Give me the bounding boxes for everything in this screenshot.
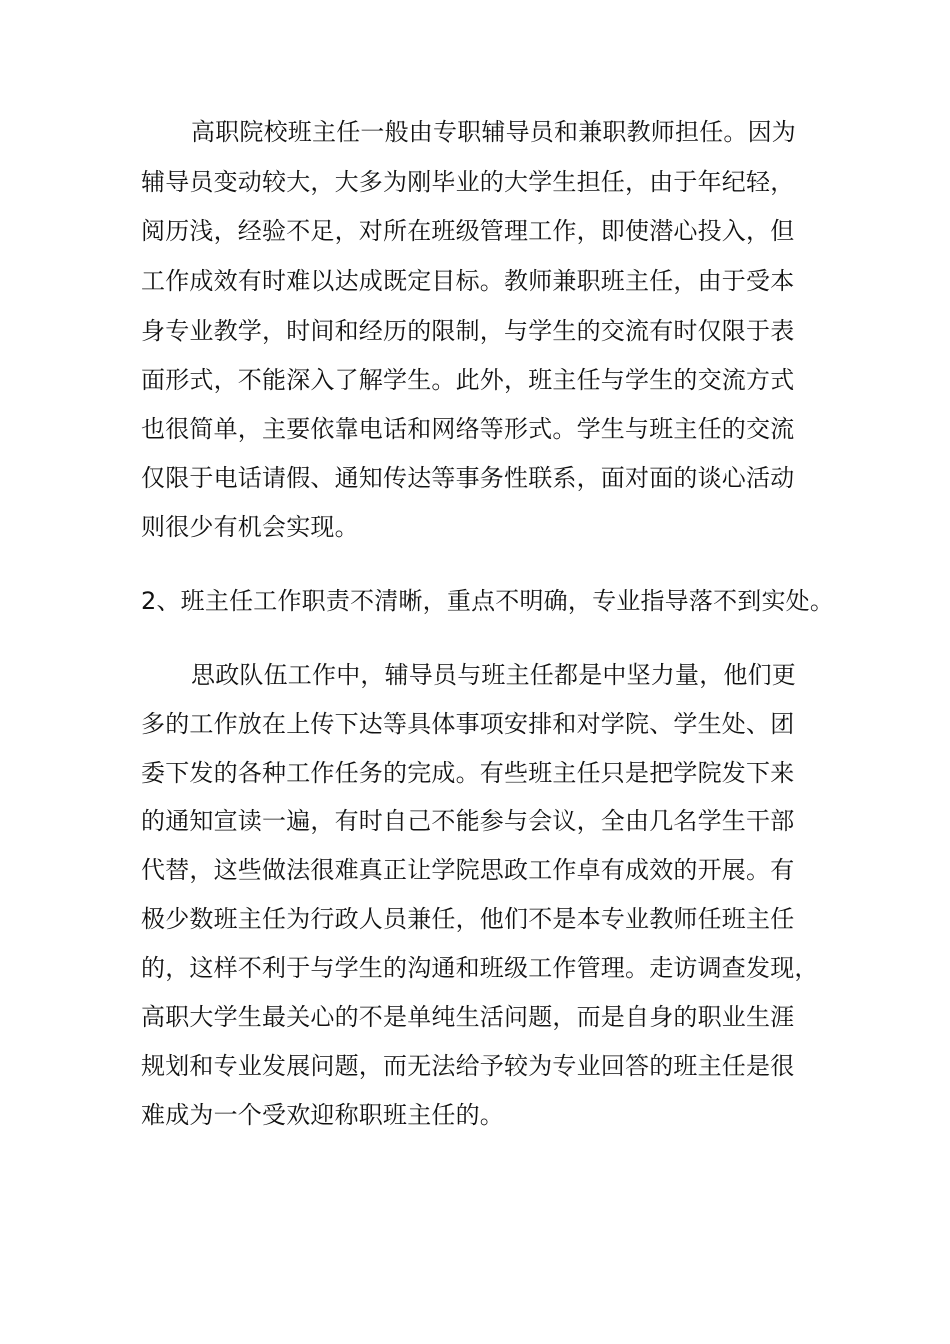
paragraph-line: 身专业教学，时间和经历的限制，与学生的交流有时仅限于表 [141,317,795,345]
section-heading: 2、班主任工作职责不清晰，重点不明确，专业指导落不到实处。 [141,587,835,615]
paragraph-line: 的，这样不利于与学生的沟通和班级工作管理。走访调查发现， [141,954,819,982]
paragraph-line: 极少数班主任为行政人员兼任，他们不是本专业教师任班主任 [141,905,795,933]
paragraph-line: 规划和专业发展问题，而无法给予较为专业回答的班主任是很 [141,1052,795,1080]
paragraph-line: 辅导员变动较大，大多为刚毕业的大学生担任，由于年纪轻， [141,168,795,196]
paragraph-line: 代替，这些做法很难真正让学院思政工作卓有成效的开展。有 [141,856,795,884]
paragraph-line: 高职大学生最关心的不是单纯生活问题，而是自身的职业生涯 [141,1003,795,1031]
paragraph-line: 高职院校班主任一般由专职辅导员和兼职教师担任。因为 [191,118,796,146]
paragraph-line: 阅历浅，经验不足，对所在班级管理工作，即使潜心投入，但 [141,217,795,245]
paragraph-line: 面形式，不能深入了解学生。此外，班主任与学生的交流方式 [141,366,795,394]
paragraph-line: 仅限于电话请假、通知传达等事务性联系，面对面的谈心活动 [141,464,795,492]
paragraph-line: 多的工作放在上传下达等具体事项安排和对学院、学生处、团 [141,710,795,738]
paragraph-line: 工作成效有时难以达成既定目标。教师兼职班主任，由于受本 [141,267,795,295]
paragraph-line: 则很少有机会实现。 [141,513,359,541]
paragraph-line: 委下发的各种工作任务的完成。有些班主任只是把学院发下来 [141,759,795,787]
paragraph-line: 的通知宣读一遍，有时自己不能参与会议，全由几名学生干部 [141,807,795,835]
paragraph-line: 思政队伍工作中，辅导员与班主任都是中坚力量，他们更 [191,661,796,689]
paragraph-line: 难成为一个受欢迎称职班主任的。 [141,1101,504,1129]
paragraph-line: 也很简单，主要依靠电话和网络等形式。学生与班主任的交流 [141,415,795,443]
